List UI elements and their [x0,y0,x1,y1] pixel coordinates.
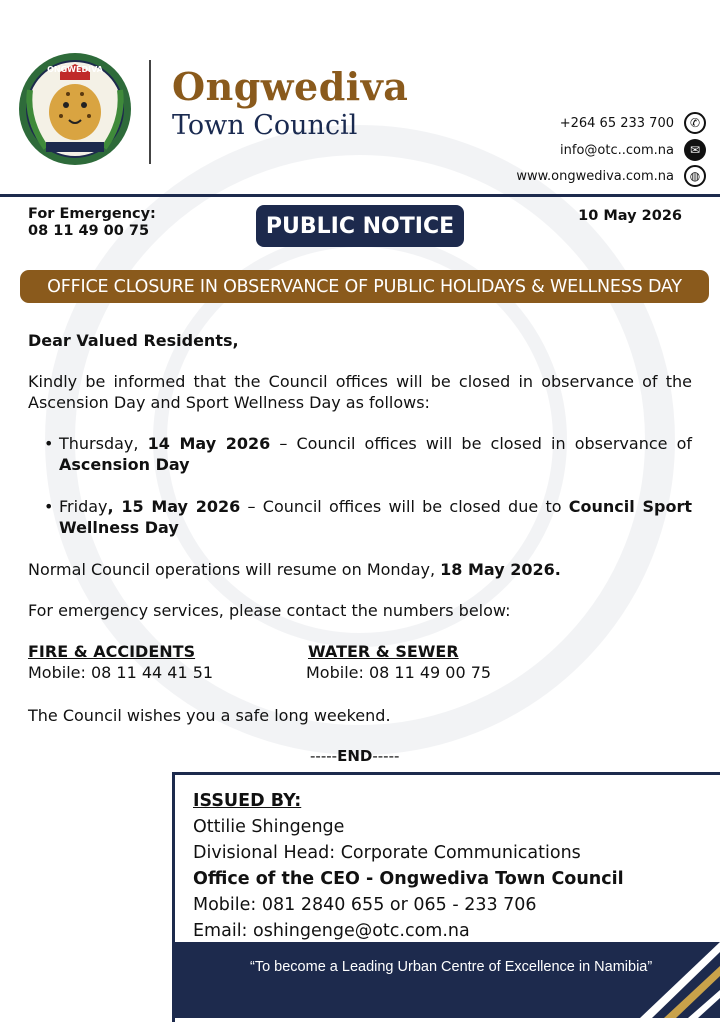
bullet-text: – Council offices will be closed in observance of [270,434,693,453]
phone-icon: ✆ [684,112,706,134]
emergency-intro: For emergency services, please contact the numbers below: [28,601,511,620]
water-heading: WATER & SEWER [308,642,459,661]
bullet-text: – Council offices will be closed due to [240,497,569,516]
issuer-email: Email: oshingenge@otc.com.na [193,921,470,941]
bullet-date: , 15 May 2026 [107,497,241,516]
issuer-office: Office of the CEO - Ongwediva Town Council [193,869,624,889]
intro-paragraph: Kindly be informed that the Council offices will be closed in observance of the Ascension Day and Sport Wellness Day as follows: [28,372,692,412]
decorative-stripes [580,942,720,1018]
end-marker [310,747,399,765]
end-word: END [337,747,373,765]
emergency-label: For Emergency: [28,206,156,222]
emergency-number: 08 11 49 00 75 [28,223,150,239]
mail-icon: ✉ [684,139,706,161]
vision-quote: “To become a Leading Urban Centre of Excellence in Namibia” [250,959,653,975]
closing-wishes: The Council wishes you a safe long weekend. [28,706,391,725]
issued-label: ISSUED BY: [193,791,302,811]
emergency-contact [28,206,156,240]
water-mobile: Mobile: 08 11 49 00 75 [306,663,492,682]
end-dashes-right: ----- [372,747,400,765]
list-item [44,433,692,475]
org-subtitle: Town Council [172,110,358,141]
phone-text: +264 65 233 700 [559,115,674,131]
contact-phone [560,111,706,135]
bullet-dot: • [44,497,54,516]
issuer-name: Ottilie Shingenge [193,817,345,837]
resume-text: Normal Council operations will resume on Monday, [28,560,441,579]
bullet-reason: Ascension Day [59,455,190,474]
notice-banner: OFFICE CLOSURE IN OBSERVANCE OF PUBLIC HOLIDAYS & WELLNESS DAY [20,270,709,303]
logo-lettering: ONGWEDIVA [47,65,103,74]
header-divider [149,60,151,164]
list-item [44,496,692,538]
notice-date: 10 May 2026 [578,208,682,224]
fire-mobile: Mobile: 08 11 44 41 51 [28,663,214,682]
org-name: Ongwediva [172,64,409,109]
resume-line [28,559,692,580]
bullet-reason: Council Sport Wellness Day [59,497,692,537]
header-rule [0,194,720,197]
notice-title: PUBLIC NOTICE [256,205,464,247]
bullet-dot: • [44,434,54,453]
resume-date: 18 May 2026. [440,560,561,579]
email-text: info@otc..com.na [560,142,674,158]
council-crest-logo [16,50,134,168]
footer-band [172,942,720,1018]
contact-website [516,164,706,188]
bullet-day: Friday [59,497,108,516]
fire-heading: FIRE & ACCIDENTS [28,642,196,661]
bullet-day: Thursday, [59,434,148,453]
issuer-title: Divisional Head: Corporate Communications [193,843,581,863]
end-dashes-left: ----- [310,747,338,765]
greeting: Dear Valued Residents, [28,331,239,350]
bullet-date: 14 May 2026 [147,434,271,453]
website-text: www.ongwediva.com.na [516,168,674,184]
issuer-mobile: Mobile: 081 2840 655 or 065 - 233 706 [193,895,537,915]
contact-email [560,138,706,162]
globe-icon: ◍ [684,165,706,187]
